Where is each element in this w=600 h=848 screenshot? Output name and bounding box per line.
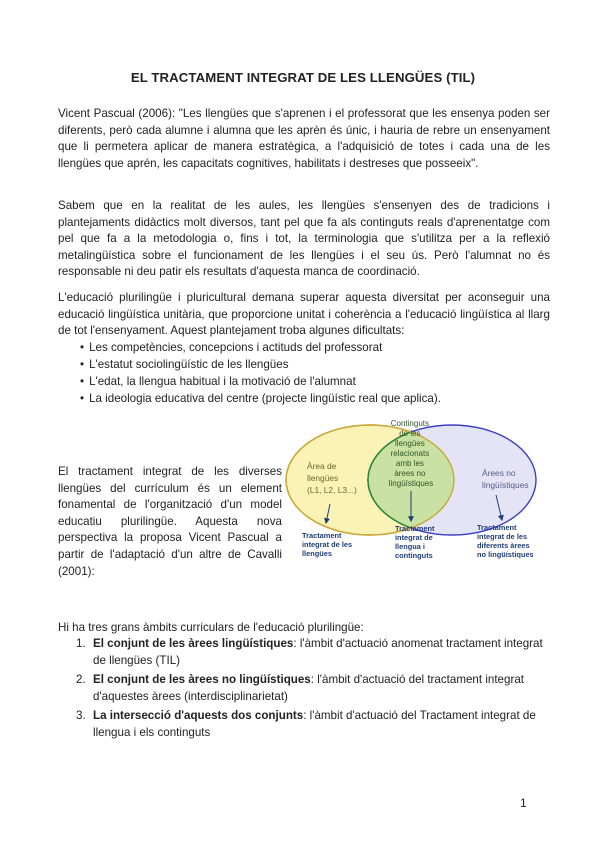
paragraph-integrated-treatment: El tractament integrat de les diverses llengües del currículum és un element fonamental de l'organització d'un model educatiu plurilingüe. Aquesta nova perspectiva la proposa Vicent Pascual a partir de l'adaptació d'un altre de Cavalli (2001): [58,465,282,578]
list-item: 2. El conjunt de les àrees no lingüístiques: l'àmbit d'actuació del tractament integrat d'aquestes àrees (interdisciplinarietat) [76,673,524,703]
intersection-label: Continguts de les llengües relacionats amb les àrees no lingüístiques [388,419,434,488]
caption-right: Tractament integrat de les diferents àrees no lingüístiques [477,523,534,559]
caption-center: Tractament integrat de llengua i continguts [395,524,435,560]
list-item: 3. La intersecció d'aquests dos conjunts: l'àmbit d'actuació del Tractament integrat de llengua i els continguts [76,709,536,739]
list-item: • La ideologia educativa del centre (projecte lingüístic real que aplica). [80,390,441,407]
list-item: • L'estatut sociolingüístic de les llengües [80,356,441,373]
difficulties-list [80,339,441,407]
list-item: • Les competències, concepcions i actituds del professorat [80,339,441,356]
curricular-areas-list [76,636,550,745]
list-item: 1. El conjunt de les àrees lingüístiques: l'àmbit d'actuació anomenat tractament integrat de llengües (TIL) [76,637,543,667]
caption-left: Tractament integrat de les llengües [302,531,353,558]
paragraph-quote: Vicent Pascual (2006): "Les llengües que s'aprenen i el professorat que les ensenya poden ser diferents, però cada alumne i alumna que les aprèn és únic, i hauria de rebre un ensenyament que li permetera aplicar de manera estratègica, a l'adquisició de totes i cada una de les llengües que aprén, les capacitats cognitives, habilitats i destreses que posseeix". [58,107,550,170]
page-number: 1 [520,796,527,810]
list-item: • L'edat, la llengua habitual i la motivació de l'alumnat [80,373,441,390]
paragraph-curricular-areas: Hi ha tres grans àmbits curriculars de l'educació plurilingüe: [58,621,364,634]
venn-diagram [278,413,548,585]
paragraph-context: Sabem que en la realitat de les aules, les llengües s'ensenyen des de tradicions i plantejaments didàctics molt diversos, tant pel que fa als continguts reals d'aprenentatge com pel que fa a la metodologia o, fins i tot, la terminologia que s'utilitza per a la reflexió metalingüística sobre el funcionament de les llengües i el seu ús. Però l'alumnat no és responsable ni deu patir els resultats d'aquesta manca de coordinació. [58,199,550,279]
right-area-label: Àrees no lingüístiques [482,468,529,490]
paragraph-plurilingual: L'educació plurilingüe i pluricultural demana superar aquesta diversitat per aconseguir una educació lingüística unitària, que proporcione unitat i coherència a l'educació lingüística al llarg de tot l'ensenyament. Aquest plantejament troba algunes dificultats: [58,291,550,338]
left-area-label: Àrea de llengües (L1, L2, L3...) [307,461,357,495]
page-title: EL TRACTAMENT INTEGRAT DE LES LLENGÜES (TIL) [130,70,476,85]
